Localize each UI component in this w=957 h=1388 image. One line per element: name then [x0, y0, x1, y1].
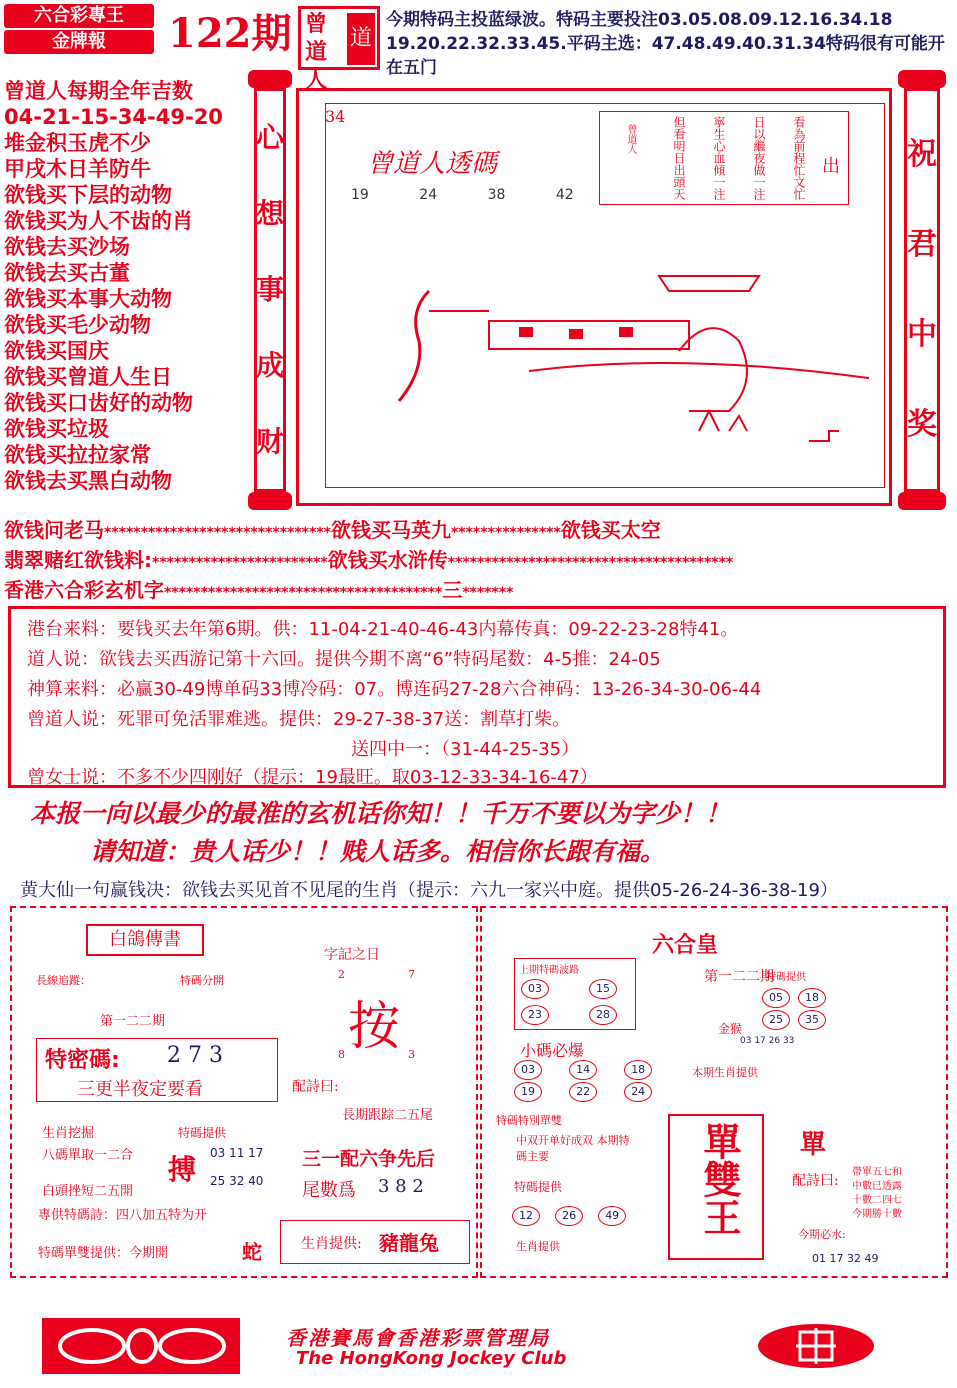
picture-number: 42 — [555, 187, 574, 203]
list-item: 欲钱买下层的动物 — [4, 183, 172, 207]
zodiac-label: 生肖挖掘 — [42, 1126, 95, 1141]
poem-head: 配詩曰: — [792, 1173, 839, 1189]
track-text: 長期跟踪二五尾 — [342, 1108, 434, 1123]
tip-box: 特碼提供 05 18 25 35 — [762, 968, 832, 1028]
zodiac-provide: 生肖提供: 豬龍兔 — [280, 1220, 470, 1264]
scroll-char: 中 — [907, 317, 937, 352]
sd-value: 蛇 — [242, 1240, 262, 1264]
list-item: 欲钱买毛少动物 — [4, 313, 151, 337]
list-numbers: 04-21-15-34-49-20 — [4, 105, 223, 129]
right-emblem — [756, 1322, 876, 1370]
zodiac-provide: 本期生肖提供 — [692, 1066, 758, 1079]
tip-num: 18 — [798, 988, 826, 1008]
scroll-char: 祝 — [907, 137, 937, 172]
peishi-label: 配詩曰: — [292, 1079, 339, 1095]
info-row: 曾道人说：死罪可免活罪难逃。提供：29-27-38-37送：割草打柴。 — [27, 709, 571, 730]
word-num: 7 — [408, 968, 415, 981]
wave-num: 28 — [589, 1005, 617, 1025]
word-char: 按 — [348, 997, 401, 1057]
kings-box: 單雙王 — [668, 1114, 764, 1260]
tip-num: 05 — [762, 988, 790, 1008]
scroll-char: 奖 — [907, 407, 937, 442]
tail-label: 尾數爲 — [302, 1180, 356, 1201]
scroll-char: 想 — [255, 197, 284, 230]
poem-line: 專供特碼詩：四八加五特为开 — [38, 1208, 208, 1223]
poem-col: 日以繼夜做一注 — [752, 116, 766, 200]
brand: 六合皇 — [652, 932, 719, 958]
list-item: 欲钱买曾道人生日 — [4, 365, 172, 389]
cat-label: 金猴 — [718, 1022, 743, 1036]
info-box — [8, 606, 946, 788]
riddle-line: 翡翠赌红欲钱料:************************欲钱买水浒传*************************************** — [4, 548, 734, 572]
list-item: 欲钱买本事大动物 — [4, 287, 172, 311]
picture-frame — [296, 88, 892, 506]
six-text: 三一配六争先后 — [302, 1148, 436, 1170]
info-row: 送四中一：（31-44-25-35） — [351, 739, 580, 760]
wave-box: 上期特碼波路 03 15 23 28 — [514, 958, 636, 1030]
announcement: 今期特码主投蓝绿波。特码主要投注03.05.08.09.12.16.34.18 19.20.22.32.33.45.平码主选：47.48.49.40.31.34特码很有可能开在五门 — [386, 10, 945, 78]
footer-name-en: The HongKong Jockey Club — [296, 1348, 567, 1369]
wave-num: 15 — [589, 979, 617, 999]
panel-bai-ge — [10, 906, 478, 1278]
must-label: 今期必水: — [798, 1228, 846, 1241]
poem-lines: 帶單五七和 中數已透露 十數二四七 今期勝十數 — [852, 1167, 902, 1220]
zodiac-text: 八碼單取一二合 — [42, 1148, 134, 1163]
list-item: 欲钱买国庆 — [4, 339, 109, 363]
special-nums: 03 11 17 — [210, 1146, 264, 1160]
scroll-char: 君 — [907, 227, 937, 262]
scroll-char: 成 — [255, 349, 284, 382]
code-box — [36, 1038, 278, 1102]
poem-col: 但看明日出頭天 — [672, 116, 686, 200]
list-item: 欲钱去买古董 — [4, 261, 130, 285]
right-note: 特碼分開 — [180, 974, 224, 987]
code-sub: 三更半夜定要看 — [77, 1079, 203, 1100]
word-num: 3 — [408, 1048, 415, 1061]
seal-text: 曾道人 — [305, 12, 328, 93]
small-nums: 03 14 18 19 22 24 — [514, 1058, 694, 1102]
small-label: 小碼必爆 — [520, 1041, 585, 1060]
slogan: 本报一向以最少的最准的玄机话你知！！千万不要以为字少！！ — [30, 799, 731, 828]
scroll-char: 事 — [255, 273, 284, 306]
footer-name-cn: 香港賽馬會香港彩票管理局 — [286, 1326, 550, 1350]
word-num: 8 — [338, 1048, 345, 1061]
poem-label: 出 — [822, 156, 840, 177]
list-item: 欲钱去买沙场 — [4, 235, 130, 259]
riddle-line: 香港六合彩玄机字**************************************三******* — [4, 578, 514, 602]
picture-number: 19 — [351, 187, 369, 203]
picture-number: 24 — [419, 187, 438, 203]
info-row: 道人说：欲钱去买西游记第十六回。提供今期不离“6”特码尾数：4-5推：24-05 — [27, 649, 661, 670]
info-row: 港台来料：要钱买去年第6期。供：11-04-21-40-46-43内幕传真：09-22-23-28特41。 — [27, 619, 739, 640]
info-row: 曾女士说：不多不少四刚好（提示：19最旺。取03-12-33-34-16-47） — [27, 767, 598, 788]
tip-num: 25 — [762, 1010, 790, 1030]
wave-num: 03 — [521, 979, 549, 999]
scroll-char: 心 — [255, 121, 284, 154]
picture-mark: 34 — [325, 107, 346, 126]
picture-number: 38 — [487, 187, 506, 203]
left-emblem — [42, 1318, 240, 1374]
poem-name: 曾道人 — [625, 124, 636, 154]
issue-number: 122期 — [168, 10, 292, 57]
must-nums: 01 17 32 49 — [812, 1252, 879, 1265]
word-num: 2 — [338, 968, 345, 981]
single-double: 特碼單雙提供：今期開 — [38, 1246, 169, 1261]
poem-col: 寧生心血傾一注 — [712, 116, 726, 200]
logo-top: 六合彩專王 — [4, 4, 154, 28]
code-label: 特密碼: — [45, 1048, 120, 1073]
list-item: 欲钱买口齿好的动物 — [4, 391, 193, 415]
list-item: 欲钱去买黑白动物 — [4, 469, 172, 493]
logo-bottom: 金牌報 — [4, 30, 154, 54]
right-scroll — [898, 70, 946, 510]
panel-title: 白鴿傳書 — [86, 924, 204, 956]
issue-box: 第一二二期 — [704, 969, 774, 985]
slogan: 请知道：贵人话少！！贱人话多。相信你长跟有福。 — [90, 837, 666, 866]
picture-numbers — [351, 187, 574, 203]
panel-liu-he-huang: 六合皇 上期特碼波路 03 15 23 28 第一二二期 金猴 特碼提供 05 18 25 35 03 17 26 33 小碼必爆 03 14 18 19 22 24 本期生肖提供 單雙王 特碼特別單雙 中双开单好成双 本期特碼主要 特碼提供 12 26 49 生肖提供 單 配詩曰: 帶單五七和 中數已透露 十數二四七 今期勝十數 今期必水: 01 17 32 49 — [480, 906, 948, 1278]
tail-text: 白頭挫短二五開 — [42, 1184, 134, 1199]
panel-issue: 第一二二期 — [100, 1014, 166, 1029]
picture-title: 曾道人透碼 — [367, 149, 498, 179]
poem-box — [599, 111, 849, 205]
list-item: 甲戌木日羊防牛 — [4, 157, 151, 181]
list-item: 欲钱买为人不齿的肖 — [4, 209, 193, 233]
seal-logo — [298, 6, 380, 93]
right-char: 單 — [800, 1130, 827, 1160]
word-title: 字記之日 — [324, 947, 380, 963]
list-item: 堆金积玉虎不少 — [4, 131, 151, 155]
special-label: 特碼提供 — [178, 1126, 227, 1140]
illustration — [369, 271, 869, 471]
code-value: 2 7 3 — [167, 1043, 223, 1068]
huang-daxian-line: 黄大仙一句赢钱决：欲钱去买见首不见尾的生肖（提示：六九一家兴中庭。提供05-26-24-36-38-19） — [20, 880, 838, 901]
special-nums: 25 32 40 — [210, 1174, 264, 1188]
info-row: 神算来料：必赢30-49博单码33博冷码：07。博连码27-28六合神码：13-26-34-30-06-44 — [27, 679, 762, 700]
tip-num: 35 — [798, 1010, 826, 1030]
scroll-char: 财 — [255, 425, 284, 458]
list-item: 欲钱买垃圾 — [4, 417, 109, 441]
tail-nums: 3 8 2 — [378, 1176, 424, 1197]
left-scroll — [248, 70, 292, 510]
list-item: 欲钱买拉拉家常 — [4, 443, 151, 467]
seal-right: 道 — [347, 13, 375, 65]
special-char: 搏 — [168, 1153, 197, 1186]
wave-num: 23 — [521, 1005, 549, 1025]
list-title: 曾道人每期全年吉数 — [4, 79, 193, 103]
poem-col: 看為前程忙文忙 — [792, 116, 806, 200]
riddle-line: 欲钱问老马*******************************欲钱买马英九***************欲钱买太空 — [4, 518, 661, 542]
footer-nums: 03 17 26 33 — [740, 1036, 795, 1046]
left-note: 長線追蹤： — [36, 974, 91, 987]
